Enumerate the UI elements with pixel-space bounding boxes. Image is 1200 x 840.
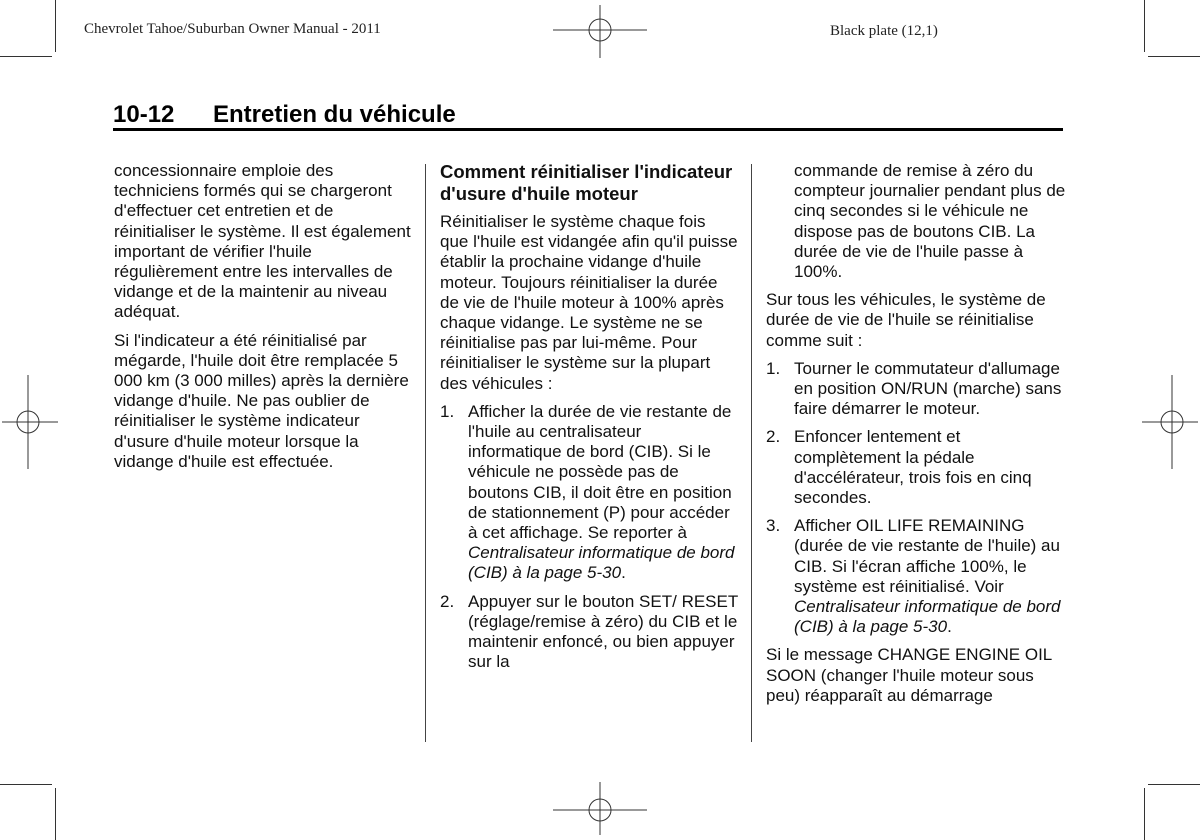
step-text: Tourner le commutateur d'allumage en position ON/RUN (marche) sans faire démarrer le moteur. [794, 358, 1062, 419]
col2-heading: Comment réinitialiser l'indicateur d'usure d'huile moteur [440, 161, 733, 204]
registration-mark-right [1140, 375, 1200, 469]
col3-continued-step: commande de remise à zéro du compteur journalier pendant plus de cinq secondes si le véhicule ne dispose pas de boutons CIB. La durée de vie de l'huile passe à 100%. [794, 161, 1066, 282]
col2-steps [440, 402, 738, 673]
col2-intro: Réinitialiser le système chaque fois que l'huile est vidangée afin qu'il puisse établir la prochaine vidange d'huile moteur. Toujours réinitialiser la durée de vie de l'huile moteur à 100% après chaque vidange. Le système ne se réinitialise pas par lui-même. Pour réinitialiser le système sur la plupart des véhicules : [440, 212, 738, 393]
step-number: 1. [766, 358, 781, 378]
col3-step-3 [766, 516, 1066, 637]
registration-mark-left [0, 375, 60, 469]
crop-mark-top-left-h [0, 56, 52, 57]
col3-paragraph-1: Sur tous les véhicules, le système de durée de vie de l'huile se réinitialise comme suit : [766, 290, 1046, 350]
step-text: Enfoncer lentement et complètement la pédale d'accélérateur, trois fois en cinq secondes. [794, 427, 1032, 508]
step-text: Afficher la durée de vie restante de l'huile au centralisateur informatique de bord (CIB). Si le véhicule ne possède pas de boutons CIB, il doit être en position de stationnement (P) pour accéder à cet affichage. Se reporter à [468, 401, 732, 543]
step-number: 1. [440, 401, 455, 421]
crop-mark-bottom-right-v [1144, 788, 1145, 840]
step-number: 2. [766, 427, 781, 447]
cross-reference-link[interactable]: Centralisateur informatique de bord (CIB) à la page 5‑30 [794, 597, 1061, 637]
crop-mark-top-right-h [1148, 56, 1200, 57]
col3-paragraph-2: Si le message CHANGE ENGINE OIL SOON (changer l'huile moteur sous peu) réapparaît au démarrage [766, 645, 1052, 705]
step-text: Appuyer sur le bouton SET/ RESET (réglage/remise à zéro) du CIB et le maintenir enfoncé, ou bien appuyer sur la [468, 591, 738, 672]
step-text: Afficher OIL LIFE REMAINING (durée de vie restante de l'huile) au CIB. Si l'écran affiche 100%, le système est réinitialisé. Voir [794, 516, 1060, 596]
page-number: 10-12 [113, 101, 175, 128]
col2-step-2 [440, 592, 738, 673]
step-text-end: . [947, 617, 952, 637]
column-3 [766, 161, 1066, 714]
column-2 [440, 161, 738, 680]
crop-mark-bottom-right-h [1148, 784, 1200, 785]
col1-paragraph-2: Si l'indicateur a été réinitialisé par mégarde, l'huile doit être remplacée 5 000 km (3 000 milles) après la dernière vidange d'huile. Ne pas oublier de réinitialiser le système indicateur d'usure d'huile moteur lorsque la vidange d'huile est effectuée. [114, 330, 409, 471]
column-divider-2 [751, 164, 752, 742]
heading-rule [113, 128, 1063, 131]
crop-mark-bottom-left-v [55, 788, 56, 840]
col2-step-1 [440, 402, 738, 584]
registration-mark-bottom [553, 780, 647, 840]
crop-mark-top-left-v [55, 0, 56, 52]
registration-mark-top [553, 0, 647, 60]
col3-step-1 [766, 359, 1066, 420]
col1-paragraph-1: concessionnaire emploie des techniciens formés qui se chargeront d'effectuer cet entretien et de réinitialiser le système. Il est également important de vérifier l'huile régulièrement entre les intervalles de vidange et de la maintenir au niveau adéquat. [114, 161, 411, 322]
crop-mark-bottom-left-h [0, 784, 52, 785]
step-number: 3. [766, 516, 781, 536]
column-divider-1 [425, 164, 426, 742]
step-number: 2. [440, 591, 455, 611]
cross-reference-link[interactable]: Centralisateur informatique de bord (CIB) à la page 5‑30 [468, 543, 735, 583]
col3-step-2 [766, 427, 1066, 508]
crop-mark-top-right-v [1144, 0, 1145, 52]
header-manual-title: Chevrolet Tahoe/Suburban Owner Manual - 2011 [84, 21, 381, 37]
col3-steps [766, 359, 1066, 638]
step-text-end: . [621, 563, 626, 583]
header-plate-label: Black plate (12,1) [830, 23, 938, 39]
column-1 [114, 161, 412, 480]
section-title: Entretien du véhicule [213, 101, 456, 128]
